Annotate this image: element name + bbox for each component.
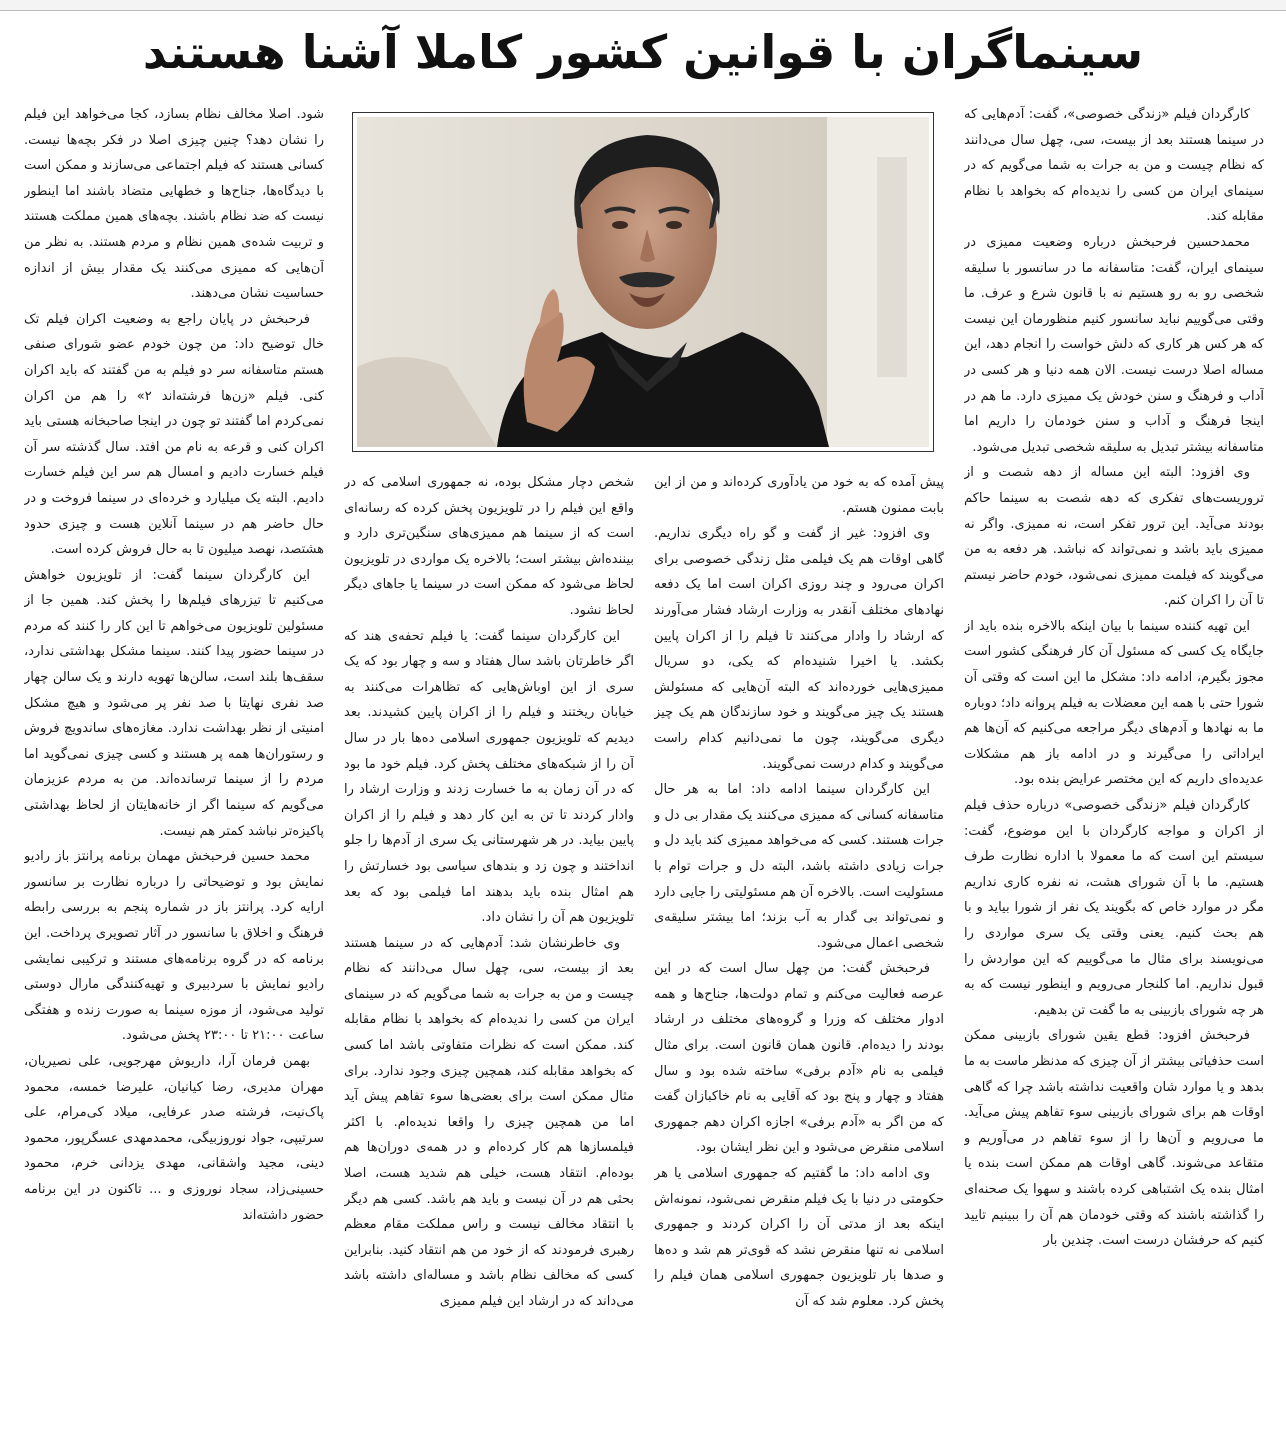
paragraph: فرحبخش گفت: من چهل سال است که در این عرصه فعالیت می‌کنم و تمام دولت‌ها، جناح‌ها و همه ادوار مختلف که وزرا و گروه‌های مختلف در ارشاد بودند را دیده‌ام. قانون همان قانون است. برای مثال فیلمی به نام «آدم برفی» ساخته شده بود و سال هفتاد و چهار و پنج بود که آقایی به نام خاکبازان گفت که من اگر به «آدم برفی» اجازه اکران دهم جمهوری اسلامی منقرض می‌شود و این نظر ایشان بود.: [654, 961, 944, 1156]
paragraph: وی خاطرنشان شد: آدم‌هایی که در سینما هستند بعد از بیست، سی، چهل سال می‌دانند که نظام چیست و من به جرات به شما می‌گویم که در سینمای ایران من کسی را ندیده‌ام که بخواهد با نظام مقابله کند. ممکن است که نظرات متفاوتی باشد اما کسی که بخواهد مقابله کند، همچین چیزی وجود ندارد. برای مثال ممکن است برای بعضی‌ها سوء تفاهم پیش آید اما من همچین چیزی را واقعا ندیده‌ام. با اکثر فیلمسازها هم کار کرده‌ام و در همه‌ی دوران‌ها هم بوده‌ام. انتقاد هست، خیلی هم شدید هست، اصلا بحثی هم در آن نیست و باید هم باشد. کسی هم دیگر با انتقاد مخالف نیست و راس مملکت مقام معظم رهبری فرمودند که از خود من هم انتقاد کنید. بنابراین کسی که مخالف نظام باشد و مساله‌ای داشته باشد می‌داند که در ارشاد این فیلم ممیزی: [344, 935, 634, 1309]
headline: سینماگران با قوانین کشور کاملا آشنا هستند: [142, 25, 1144, 79]
portrait-photo-icon: [357, 117, 929, 447]
paragraph: محمدحسین فرحبخش درباره وضعیت ممیزی در سینمای ایران، گفت: متاسفانه ما در سانسور با سلیقه شخصی رو به رو هستیم نه با قانون شرع و عرف. ما وقتی می‌گوییم نباید سانسور کنیم منظورمان این نیست که هر کس هر کاری که دلش خواست را انجام دهد، این مساله اصلا درست نیست. الان همه دنیا و هر کسی در آداب و فرهنگ و سنن خودش یک ممیزی دارد. ما هم در اینجا فرهنگ و آداب و سنن خودمان را داریم اما متاسفانه بیشتر تبدیل به سلیقه شخصی تبدیل می‌شود.: [964, 234, 1264, 455]
paragraph: شود. اصلا مخالف نظام بسازد، کجا می‌خواهد این فیلم را نشان دهد؟ چنین چیزی اصلا در فکر بچه‌ها نیست. کسانی هستند که فیلم اجتماعی می‌سازند و ممکن است با دیدگاه‌ها، جناح‌ها و خطهایی متضاد باشند اما اینطور نیست که ضد نظام باشند. بچه‌های همین مملکت هستند و تربیت شده‌ی همین نظام و مردم هستند. به نظر من آن‌هایی که ممیزی می‌کنند یک مقدار بیش از اندازه حساسیت نشان می‌دهند.: [24, 107, 324, 302]
paragraph: محمد حسین فرحبخش مهمان برنامه پرانتز باز رادیو نمایش بود و توضیحاتی را درباره نظارت بر سانسور ارایه کرد. پرانتز باز در شماره پنجم به بررسی رابطه فرهنگ و اخلاق با سانسور در آثار تصویری پرداخت. این برنامه که در گروه برنامه‌های مستند و ترکیبی نمایشی رادیو نمایش با سردبیری و تهیه‌کنندگی مارال دوستی تولید می‌شود، از موزه سینما به صورت زنده و هفتگی ساعت ۲۱:۰۰ تا ۲۳:۰۰ پخش می‌شود.: [24, 849, 324, 1044]
top-rule: [0, 0, 1286, 11]
article-column-1: [964, 102, 1264, 1430]
paragraph: وی افزود: غیر از گفت و گو راه دیگری نداریم. گاهی اوقات هم یک فیلمی مثل زندگی خصوصی برای اکران می‌رود و چند روزی اکران است اما یک دفعه نهادهای مختلف آنقدر به وزارت ارشاد فشار می‌آورند که ارشاد را وادار می‌کنند تا فیلم را از اکران پایین بکشد. یا اخیرا شنیده‌ام که یکی، دو سریال ممیزی‌هایی خورده‌اند که البته آن‌هایی که مسئولش هستند یک چیز می‌گویند و خود سازندگان هم یک چیز دیگری می‌گویند، چون ما نمی‌دانیم کدام راست می‌گویند و کدام درست نمی‌گویند.: [654, 526, 944, 772]
paragraph: این تهیه کننده سینما با بیان اینکه بالاخره بنده باید از جایگاه یک کسی که مسئول آن کار فرهنگی کشور است مجوز بگیرم، ادامه داد: مشکل ما این است که وقتی آن شورا حتی با همه این معضلات به فیلم پروانه داد؛ دوباره ما به نهادها و آدم‌های دیگر مراجعه می‌کنیم که آن‌ها هم ایراداتی را می‌گیرند و در ادامه باز هم مشکلات عدیده‌ای داریم که این مختصر عرایض بنده بود.: [964, 618, 1264, 788]
paragraph: این کارگردان سینما گفت: از تلویزیون خواهش می‌کنیم تا تیزرهای فیلم‌ها را پخش کند. همین جا از مسئولین تلویزیون می‌خواهم تا این کار را کنند که مردم در سینما حضور پیدا کنند. سینما مشکل بهداشتی ندارد، سقف‌ها بلند است، سالن‌ها تهویه دارند و یک سالن چهار صد نفری نهایتا با صد نفر پر می‌شود و هیچ مشکل امنیتی از نظر بهداشت ندارد. مغازه‌های ساندویچ فروش و رستوران‌ها همه پر هستند و کسی چیزی نمی‌گوید اما مردم را از سینما ترسانده‌اند. من به مردم عزیزمان می‌گویم که سینما اگر از خانه‌هایتان از لحاظ بهداشتی پاکیزه‌تر نباشد کمتر هم نیست.: [24, 567, 324, 839]
paragraph: بهمن فرمان آرا، داریوش مهرجویی، علی نصیریان، مهران مدیری، رضا کیانیان، علیرضا خمسه، محمود پاک‌نیت، فرشته صدر عرفایی، میلاد کی‌مرام، علی سرتیپی، جواد نوروزبیگی، محمدمهدی عسگرپور، محمود دینی، مجید واشقانی، مهدی یزدانی خرم، محمود حسینی‌زاد، سجاد نوروزی و ... تاکنون در این برنامه حضور داشته‌اند: [24, 1053, 324, 1223]
paragraph: کارگردان فیلم «زندگی خصوصی» درباره حذف فیلم از اکران و مواجه کارگردان با این موضوع، گفت: سیستم این است که ما معمولا با اداره نظارت طرف هستیم. ما با آن شورای هشت، نه نفره کاری نداریم مگر در موارد خاص که بگویند یک نفر از شورا بیاید و با هم بحث کنیم. یعنی وقتی یک سری مواردی را می‌نویسند برای مثال ما می‌گوییم که این مواردش را قبول نداریم. اما کلنجار می‌رویم و اینطور نیست که به هر چه شورای بازبینی به ما گفت تن بدهیم.: [964, 798, 1264, 1018]
paragraph: وی افزود: البته این مساله از دهه شصت و از تروریست‌های تفکری که دهه شصت به سینما حاکم بودند می‌آید. این ترور تفکر است، نه ممیزی. واگر نه ممیزی باید باشد و نمی‌تواند که نباشد. هر دفعه به من می‌گویند که فیلمت ممیزی نمی‌شود، خودم حاضر نیستم تا آن را اکران کنم.: [964, 465, 1264, 609]
paragraph: وی ادامه داد: ما گفتیم که جمهوری اسلامی یا هر حکومتی در دنیا با یک فیلم منقرض نمی‌شود، نمونه‌اش اینکه بعد از مدتی آن را اکران کردند و جمهوری اسلامی نه تنها منقرض نشد که قوی‌تر هم شد و ده‌ها و صدها بار تلویزیون جمهوری اسلامی همان فیلم را پخش کرد. معلوم شد که آن: [654, 1166, 944, 1309]
paragraph: این کارگردان سینما ادامه داد: اما به هر حال متاسفانه کسانی که ممیزی می‌کنند یک مقدار بی دل و جرات هستند. کسی که می‌خواهد ممیزی کند باید دل و جرات زیادی داشته باشد، البته دل و جرات توام با مسئولیت است. بالاخره آن هم مسئولیتی را جایی دارد و نمی‌تواند بی گدار به آب بزند؛ اما بیشتر سلیقه‌ی شخصی اعمال می‌شود.: [654, 782, 944, 951]
article-column-4: [24, 102, 324, 1430]
paragraph: کارگردان فیلم «زندگی خصوصی»، گفت: آدم‌هایی که در سینما هستند بعد از بیست، سی، چهل سال می‌دانند که نظام چیست و من به جرات به شما می‌گویم که در سینمای ایران من کسی را ندیده‌ام که بخواهد با نظام مقابله کند.: [964, 107, 1264, 225]
article-column-3: [344, 470, 634, 1430]
paragraph: شخص دچار مشکل بوده، نه جمهوری اسلامی که در واقع این فیلم را در تلویزیون پخش کرده که رسانه‌ای است که از سینما هم ممیزی‌های سنگین‌تری دارد و بیننده‌اش بیشتر است؛ بالاخره یک مواردی در تلویزیون لحاظ می‌شود که ممکن است در سینما یا جاهای دیگر لحاظ نشود.: [344, 475, 634, 618]
article-column-2: [654, 470, 944, 1430]
paragraph: این کارگردان سینما گفت: یا فیلم تحفه‌ی هند که اگر خاطرتان باشد سال هفتاد و سه و چهار بود که یک سری از این اوباش‌هایی که تظاهرات می‌کنند به خیابان ریختند و فیلم را از اکران پایین کشیدند. بعد دیدیم که تلویزیون جمهوری اسلامی ده‌ها بار در سال آن را از شبکه‌های مختلف پخش کرد. فیلم خود ما بود که در آن زمان به ما خسارت زدند و وزارت ارشاد را وادار کردند تا تن به این کار دهد و فیلم را از اکران پایین بیاید. در هر شهرستانی یک سری از آدم‌ها را جلو انداختند و چون زد و بندهای سیاسی بود خسارتش را هم امثال بنده باید بدهند اما فیلمی بود که بعد تلویزیون هم آن را نشان داد.: [344, 628, 634, 926]
article-photo: [352, 112, 934, 452]
paragraph: پیش آمده که به خود من یادآوری کرده‌اند و من از این بابت ممنون هستم.: [654, 475, 944, 516]
paragraph: فرحبخش افزود: قطع یقین شورای بازبینی ممکن است حذفیاتی بیشتر از آن چیزی که مدنظر ماست به ما بدهد و یا موارد شان واقعیت نداشته باشد چرا که گاهی اوقات هم برای شورای بازبینی سوء تفاهم پیش می‌آید. ما می‌رویم و آن‌ها را از سوء تفاهم در می‌آوریم و متقاعد می‌شوند. گاهی اوقات هم ممکن است بنده یا امثال بنده یک اشتباهی کرده باشند و سهوا یک صحنه‌ای را گذاشته باشند که وقتی خودمان هم آن را ببینیم تایید کنیم که حرفشان درست است. چندین بار: [964, 1028, 1264, 1249]
paragraph: فرحبخش در پایان راجع به وضعیت اکران فیلم تک خال توضیح داد: من چون خودم عضو شورای صنفی هستم متاسفانه سر دو فیلم به من گفتند که باید اکران کنی. فیلم «زن‌ها فرشته‌اند ۲» را هم من اکران نمی‌کردم اما گفتند تو چون در اینجا صاحبخانه هستی باید اکران کنی و قرعه به نام من افتد. سال گذشته سر آن فیلم خسارت دادیم و امسال هم سر این فیلم خسارت دادیم. البته یک میلیارد و خرده‌ای در سینما فروخت و در حال حاضر هم در سینما آنلاین هست و چیزی حدود هشتصد، نهصد میلیون تا به حال فروش کرده است.: [24, 311, 324, 558]
